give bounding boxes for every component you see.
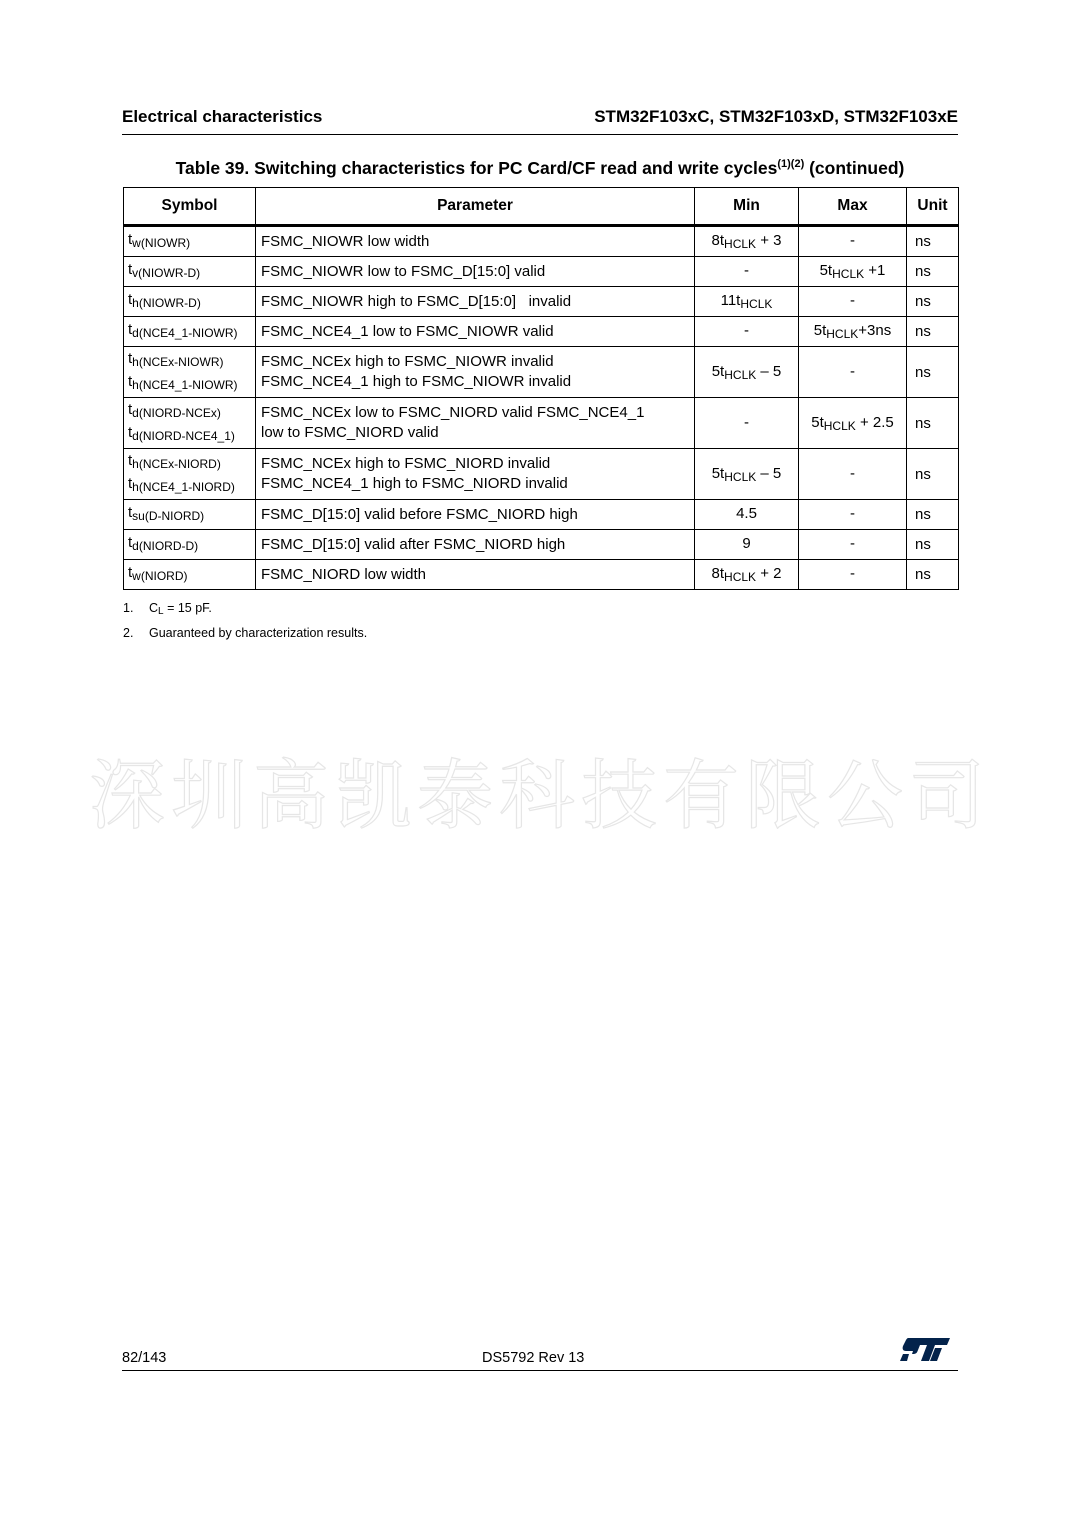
parameter-text: FSMC_NCE4_1 high to FSMC_NIORD invalid (261, 475, 568, 492)
min-value-pre: - (744, 322, 749, 339)
parameter-text: FSMC_NCEx high to FSMC_NIOWR invalid (261, 353, 554, 370)
unit-cell: ns (907, 560, 959, 590)
parameter-text: FSMC_NIOWR low to FSMC_D[15:0] valid (261, 262, 546, 280)
symbol-letter: t (128, 261, 133, 278)
symbol-cell (124, 398, 256, 449)
table-caption-footnote-refs: (1)(2) (777, 158, 805, 171)
symbol-subscript: w(NIOWR) (132, 236, 191, 250)
symbol-cell (124, 500, 256, 530)
note-text: Guaranteed by characterization results. (149, 626, 368, 640)
symbol-letter: t (128, 321, 133, 338)
table-header-row (124, 188, 959, 226)
max-value-cell (799, 226, 907, 257)
symbol-letter: t (128, 534, 133, 551)
max-value-pre: - (850, 232, 855, 249)
min-value-sub: HCLK (724, 237, 757, 251)
unit-cell: ns (907, 257, 959, 287)
table-row (124, 398, 959, 449)
parameter-text: low to FSMC_NIORD valid (261, 424, 439, 441)
symbol-subscript: d(NIORD-NCEx) (132, 406, 221, 420)
symbol (128, 290, 250, 313)
parameter-text: FSMC_D[15:0] valid before FSMC_NIORD high (261, 505, 578, 523)
min-value-cell (695, 317, 799, 347)
table-row (124, 500, 959, 530)
page-footer (122, 1340, 958, 1371)
parameter-cell (256, 449, 695, 500)
symbol-subscript: d(NIORD-D) (132, 539, 199, 553)
symbol-letter: t (128, 373, 133, 390)
symbol (128, 372, 250, 395)
symbol (128, 563, 250, 586)
min-value-pre: 5t (711, 362, 725, 380)
note-subscript: L (158, 606, 164, 617)
symbol-cell (124, 317, 256, 347)
symbol (128, 474, 250, 497)
column-header-parameter: Parameter (256, 188, 695, 226)
st-logo-icon (900, 1336, 952, 1366)
symbol-letter: t (128, 475, 133, 492)
symbol (128, 260, 250, 283)
symbol-cell (124, 530, 256, 560)
column-header-symbol: Symbol (124, 188, 256, 226)
symbol-subscript: d(NCE4_1-NIOWR) (132, 326, 238, 340)
max-value-cell (799, 560, 907, 590)
parameter-cell (256, 287, 695, 317)
symbol-letter: t (128, 350, 133, 367)
parameter-text: FSMC_NIOWR low width (261, 232, 430, 250)
parameter-text: FSMC_NCE4_1 low to FSMC_NIOWR valid (261, 322, 554, 340)
max-value-cell (799, 449, 907, 500)
unit-cell: ns (907, 347, 959, 398)
max-value-cell (799, 287, 907, 317)
max-value-cell (799, 500, 907, 530)
table-row (124, 449, 959, 500)
max-value-post: +1 (864, 262, 886, 279)
parameter-cell (256, 560, 695, 590)
table-row (124, 560, 959, 590)
document-revision: DS5792 Rev 13 (482, 1350, 585, 1366)
symbol-subscript: v(NIOWR-D) (132, 266, 201, 280)
symbol (128, 400, 250, 423)
symbol-cell (124, 560, 256, 590)
parameter-cell (256, 347, 695, 398)
max-value-pre: 5t (811, 413, 824, 431)
parameter-text: FSMC_NIORD low width (261, 565, 427, 583)
column-header-min: Min (695, 188, 799, 226)
symbol-cell (124, 226, 256, 257)
symbol (128, 230, 250, 253)
page-header (122, 104, 958, 135)
min-value-pre: 5t (711, 464, 725, 482)
max-value-sub: HCLK (823, 418, 856, 433)
symbol-letter: t (128, 504, 133, 521)
unit-cell: ns (907, 287, 959, 317)
parameter-text: FSMC_NIOWR high to FSMC_D[15:0] invalid (261, 292, 572, 310)
symbol-subscript: h(NCE4_1-NIOWR) (132, 378, 238, 392)
unit-cell: ns (907, 317, 959, 347)
section-title: Electrical characteristics (122, 107, 323, 126)
min-value-pre: 8t (711, 232, 725, 249)
symbol-letter: t (128, 564, 133, 581)
max-value-post: + 2.5 (855, 413, 894, 431)
table-caption-text: Table 39. Switching characteristics for PC Card/CF read and write cycles (175, 158, 778, 178)
column-header-unit: Unit (907, 188, 959, 226)
table-row (124, 317, 959, 347)
parameter-text: FSMC_NCE4_1 high to FSMC_NIOWR invalid (261, 373, 572, 390)
table-body (124, 226, 959, 590)
parameter-text: FSMC_NCEx high to FSMC_NIORD invalid (261, 455, 551, 472)
max-value-cell (799, 257, 907, 287)
parameter-cell (256, 226, 695, 257)
symbol-letter: t (128, 291, 133, 308)
max-value-pre: 5t (819, 262, 833, 279)
note-text-tail: = 15 pF. (163, 601, 212, 615)
min-value-cell (695, 449, 799, 500)
min-value-cell (695, 500, 799, 530)
max-value-cell (799, 347, 907, 398)
min-value-post: + 2 (756, 565, 782, 582)
unit-cell: ns (907, 449, 959, 500)
min-value-post: + 3 (756, 232, 782, 249)
parameter-cell (256, 530, 695, 560)
max-value-cell (799, 530, 907, 560)
min-value-cell (695, 347, 799, 398)
symbol-letter: t (128, 231, 133, 248)
min-value-pre: 9 (742, 535, 751, 552)
min-value-sub: HCLK (740, 297, 773, 311)
symbol (128, 423, 250, 446)
symbol-subscript: h(NCE4_1-NIORD) (132, 480, 235, 494)
table-notes (123, 601, 367, 651)
symbol-subscript: h(NCEx-NIOWR) (132, 355, 224, 369)
unit-cell: ns (907, 530, 959, 560)
note-text: C (149, 601, 159, 615)
symbol (128, 320, 250, 343)
switching-characteristics-table (123, 187, 959, 590)
table-row (124, 257, 959, 287)
symbol-cell (124, 257, 256, 287)
symbol-letter: t (128, 452, 133, 469)
max-value-pre: - (850, 565, 855, 582)
symbol-subscript: h(NIOWR-D) (132, 296, 201, 310)
symbol-subscript: h(NCEx-NIORD) (132, 457, 221, 471)
symbol (128, 503, 250, 526)
table-caption (122, 158, 958, 179)
company-watermark: 深圳高凯泰科技有限公司 (89, 751, 991, 840)
min-value-cell (695, 530, 799, 560)
min-value-cell (695, 287, 799, 317)
page-number: 82/143 (122, 1350, 167, 1366)
min-value-pre: 8t (711, 565, 725, 582)
symbol (128, 533, 250, 556)
parameter-text: FSMC_D[15:0] valid after FSMC_NIORD high (261, 535, 566, 553)
symbol-letter: t (128, 424, 133, 441)
min-value-pre: - (744, 262, 749, 279)
min-value-sub: HCLK (724, 570, 757, 584)
table-row (124, 530, 959, 560)
table-note (123, 601, 367, 626)
min-value-pre: 4.5 (736, 505, 757, 522)
max-value-cell (799, 398, 907, 449)
max-value-pre: - (850, 464, 855, 482)
min-value-sub: HCLK (724, 469, 757, 484)
max-value-cell (799, 317, 907, 347)
min-value-cell (695, 226, 799, 257)
table-caption-suffix: (continued) (804, 158, 905, 178)
max-value-sub: HCLK (832, 267, 865, 281)
parameter-cell (256, 398, 695, 449)
symbol-subscript: d(NIORD-NCE4_1) (132, 429, 235, 443)
unit-cell: ns (907, 226, 959, 257)
column-header-max: Max (799, 188, 907, 226)
max-value-pre: 5t (813, 322, 827, 339)
table-row (124, 347, 959, 398)
parameter-cell (256, 500, 695, 530)
note-number: 1. (123, 601, 134, 615)
unit-cell: ns (907, 398, 959, 449)
parameter-text: FSMC_NCEx low to FSMC_NIORD valid FSMC_NCE4_1 (261, 404, 645, 421)
max-value-pre: - (850, 535, 855, 552)
symbol-cell (124, 449, 256, 500)
min-value-post: – 5 (756, 362, 782, 380)
symbol (128, 349, 250, 372)
min-value-pre: 11t (720, 292, 741, 309)
max-value-pre: - (850, 505, 855, 522)
symbol-letter: t (128, 401, 133, 418)
max-value-pre: - (850, 362, 855, 380)
symbol (128, 451, 250, 474)
min-value-pre: - (744, 413, 749, 431)
symbol-subscript: w(NIORD) (132, 569, 188, 583)
table-row (124, 287, 959, 317)
table-row (124, 226, 959, 257)
max-value-sub: HCLK (826, 327, 859, 341)
table-note (123, 626, 367, 651)
min-value-cell (695, 398, 799, 449)
max-value-pre: - (850, 292, 855, 309)
product-title: STM32F103xC, STM32F103xD, STM32F103xE (594, 107, 958, 126)
symbol-cell (124, 347, 256, 398)
min-value-cell (695, 257, 799, 287)
unit-cell: ns (907, 500, 959, 530)
min-value-cell (695, 560, 799, 590)
parameter-cell (256, 257, 695, 287)
note-number: 2. (123, 626, 134, 640)
parameter-cell (256, 317, 695, 347)
min-value-post: – 5 (756, 464, 782, 482)
symbol-subscript: su(D-NIORD) (132, 509, 205, 523)
min-value-sub: HCLK (724, 367, 757, 382)
max-value-post: +3ns (858, 322, 892, 339)
symbol-cell (124, 287, 256, 317)
